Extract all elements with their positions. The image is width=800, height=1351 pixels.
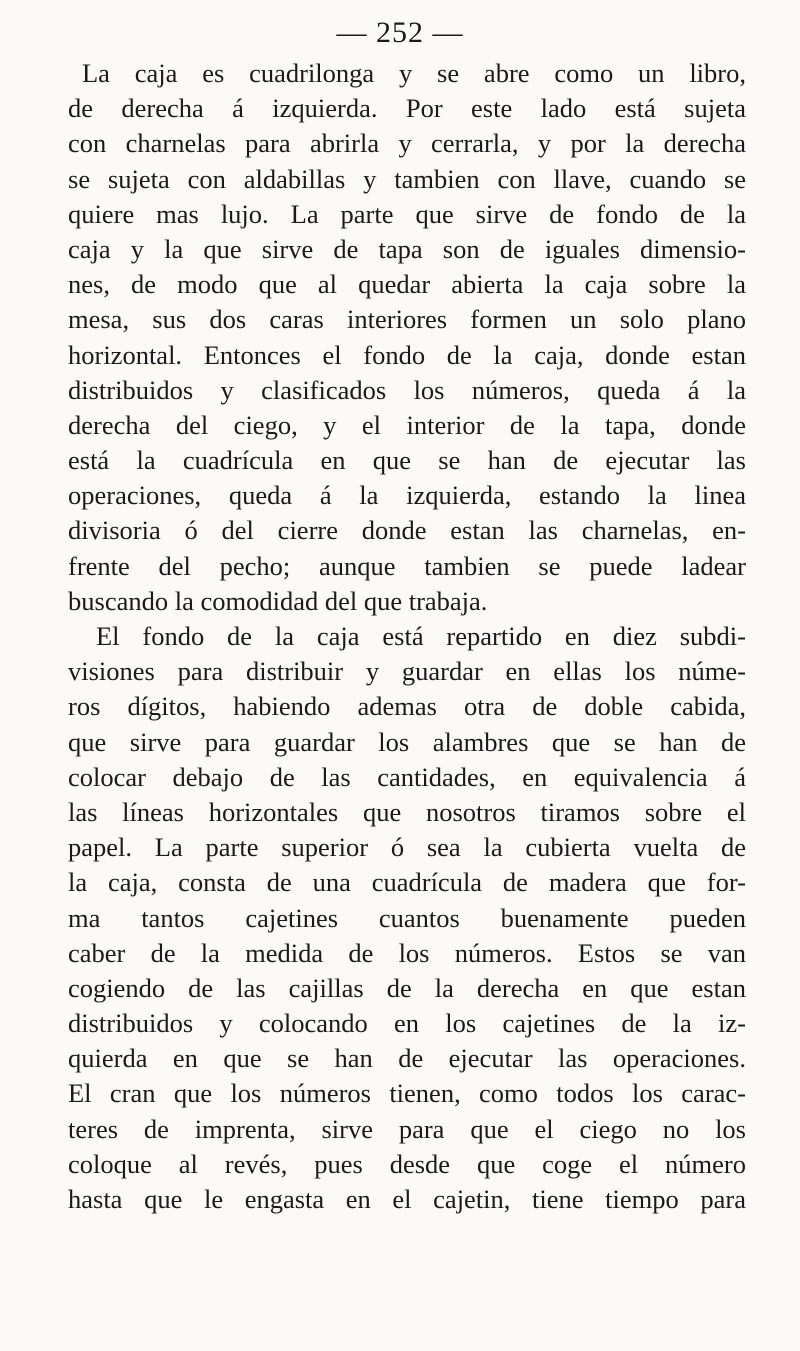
text-line: caja y la que sirve de tapa son de iguales dimensio- [68,233,746,264]
text-line: visiones para distribuir y guardar en ellas los núme- [68,656,746,687]
text-line: mesa, sus dos caras interiores formen un solo plano [68,304,746,335]
text-line: buscando la comodidad del que trabaja. [68,585,488,616]
text-line: teres de imprenta, sirve para que el ciego no los [68,1113,746,1144]
text-line: divisoria ó del cierre donde estan las charnelas, en- [68,515,746,546]
text-line: colocar debajo de las cantidades, en equivalencia á [68,761,746,792]
text-line: quierda en que se han de ejecutar las operaciones. [68,1043,746,1074]
page-number: — 252 — [336,16,464,49]
text-line: quiere mas lujo. La parte que sirve de fondo de la [68,198,746,229]
text-line: distribuidos y clasificados los números, queda á la [68,374,746,405]
text-line: la caja, consta de una cuadrícula de madera que for- [68,867,746,898]
body-text [68,56,746,1217]
text-line: cogiendo de las cajillas de la derecha en que estan [68,972,746,1003]
text-line: operaciones, queda á la izquierda, estando la linea [68,480,746,511]
text-line: papel. La parte superior ó sea la cubierta vuelta de [68,832,746,863]
text-line: con charnelas para abrirla y cerrarla, y por la derecha [68,128,746,159]
text-line: distribuidos y colocando en los cajetines de la iz- [68,1008,746,1039]
text-line: ros dígitos, habiendo ademas otra de doble cabida, [68,691,746,722]
text-line: El cran que los números tienen, como todos los carac- [68,1078,746,1109]
text-line: de derecha á izquierda. Por este lado está sujeta [68,93,746,124]
text-line: coloque al revés, pues desde que coge el número [68,1148,746,1179]
text-line: El fondo de la caja está repartido en diez subdi- [96,621,746,651]
text-line: está la cuadrícula en que se han de ejecutar las [68,445,746,476]
text-line: caber de la medida de los números. Estos se van [68,937,746,968]
text-line: La caja es cuadrilonga y se abre como un libro, [82,58,746,88]
text-line: derecha del ciego, y el interior de la tapa, donde [68,409,746,440]
text-line: nes, de modo que al quedar abierta la caja sobre la [68,269,746,300]
text-line: ma tantos cajetines cuantos buenamente pueden [68,902,746,933]
text-line: hasta que le engasta en el cajetin, tiene tiempo para [68,1184,746,1214]
text-line: las líneas horizontales que nosotros tiramos sobre el [68,796,746,827]
text-line: horizontal. Entonces el fondo de la caja, donde estan [68,339,746,370]
text-line: se sujeta con aldabillas y tambien con llave, cuando se [68,163,746,194]
text-line: frente del pecho; aunque tambien se puede ladear [68,550,746,581]
text-line: que sirve para guardar los alambres que se han de [68,726,746,757]
